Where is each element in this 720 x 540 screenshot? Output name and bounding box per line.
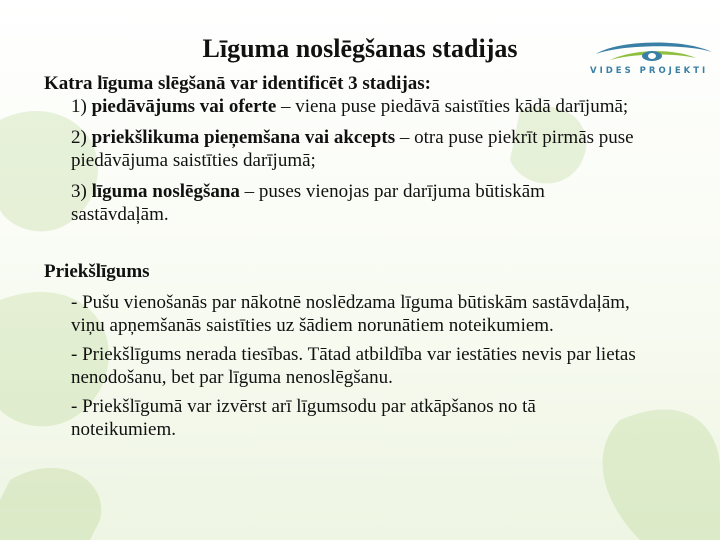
stage-description: – viena puse piedāvā saistīties kādā darījumā; — [276, 96, 629, 117]
intro-text: Katra līguma slēgšanā var identificēt 3 stadijas: — [44, 73, 432, 94]
stage-term: priekšlikuma pieņemšana vai akcepts — [91, 127, 396, 148]
stage-item-2 — [71, 126, 644, 172]
stage-term: līguma noslēgšana — [91, 181, 240, 202]
section-heading: Priekšlīgums — [44, 261, 150, 282]
stage-term: piedāvājums vai oferte — [91, 96, 277, 117]
stage-item-3 — [71, 180, 644, 226]
slide-title: Līguma noslēgšanas stadijas — [202, 34, 518, 63]
slide-content — [44, 72, 644, 441]
stage-number: 2) — [71, 127, 92, 148]
section-item-2: - Priekšlīgums nerada tiesības. Tātad atbildība var iestāties nevis par lietas nenodošanu, bet par līguma nenoslēgšanu. — [71, 344, 636, 388]
stage-number: 3) — [71, 181, 92, 202]
stage-item-1 — [71, 95, 644, 118]
section-item-3: - Priekšlīgumā var izvērst arī līgumsodu par atkāpšanos no tā noteikumiem. — [71, 396, 536, 440]
section-item-1: - Pušu vienošanās par nākotnē noslēdzama līguma būtiskām sastāvdaļām, viņu apņemšanās saistīties uz šādiem norunātiem noteikumiem. — [71, 292, 630, 336]
stage-description: – otra puse piekrīt pirmās puse piedāvājuma saistīties darījumā; — [71, 127, 634, 171]
logo-text: VIDES PROJEKTI — [590, 66, 709, 76]
stage-number: 1) — [71, 96, 92, 117]
stage-description: – puses vienojas par darījuma būtiskām sastāvdaļām. — [71, 181, 545, 225]
